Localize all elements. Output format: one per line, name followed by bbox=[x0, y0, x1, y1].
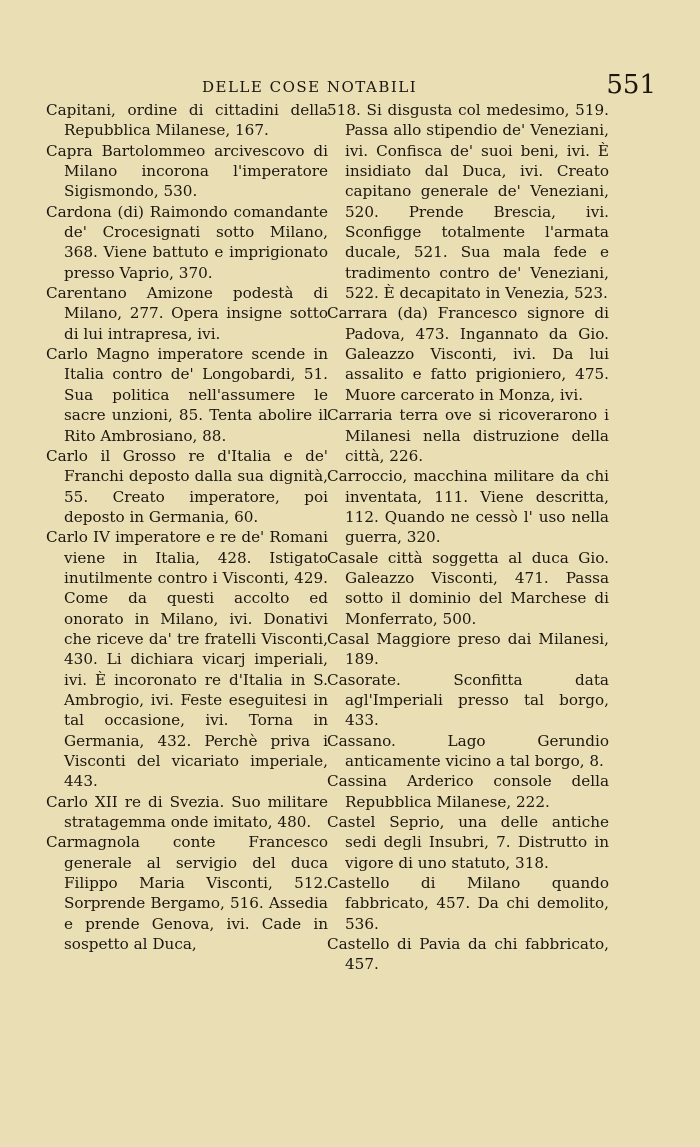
index-entry: Carlo il Grosso re d'Italia e de' Franchi deposto dalla sua dignità, 55. Creato imperatore, poi deposto in Germania, 60. bbox=[46, 446, 328, 526]
index-entry: Capitani, ordine di cittadini della Repubblica Milanese, 167. bbox=[46, 101, 328, 140]
index-entry: Capra Bartolommeo arcivescovo di Milano incorona l'imperatore Sigismondo, 530. bbox=[46, 141, 328, 201]
index-entry: Casale città soggetta al duca Gio. Galeazzo Visconti, 471. Passa sotto il dominio del Marchese di Monferrato, 500. bbox=[327, 548, 609, 628]
index-entry: Cassano. Lago Gerundio anticamente vicino a tal borgo, 8. bbox=[327, 731, 609, 770]
running-head: DELLE COSE NOTABILI bbox=[202, 78, 418, 96]
right-column bbox=[327, 100, 609, 975]
page-number: 551 bbox=[606, 70, 656, 100]
index-entry: Castello di Pavia da chi fabbricato, 457. bbox=[327, 935, 609, 974]
index-entry: Carrara (da) Francesco signore di Padova, 473. Ingannato da Gio. Galeazzo Visconti, ivi. Da lui assalito e fatto prigioniero, 475. Muore carcerato in Monza, ivi. bbox=[327, 304, 609, 404]
index-entry: Castello di Milano quando fabbricato, 457. Da chi demolito, 536. bbox=[327, 874, 609, 933]
index-entry: Carmagnola conte Francesco generale al servigio del duca Filippo Maria Visconti, 512. Sorprende Bergamo, 516. Assedia e prende Genova, ivi. Cade in sospetto al Duca, bbox=[46, 833, 328, 954]
index-entry-continued: 518. Si disgusta col medesimo, 519. Passa allo stipendio de' Veneziani, ivi. Confisca de' suoi beni, ivi. È insidiato dal Duca, ivi. Creato capitano generale de' Veneziani, 520. Prende Brescia, ivi. Sconfigge totalmente l'armata ducale, 521. Sua mala fede e tradimento contro de' Veneziani, 522. È decapitato in Venezia, 523. bbox=[327, 101, 609, 303]
index-entry: Carroccio, macchina militare da chi inventata, 111. Viene descritta, 112. Quando ne cessò l' uso nella guerra, 320. bbox=[327, 467, 609, 547]
index-entry: Carraria terra ove si ricoverarono i Milanesi nella distruzione della città, 226. bbox=[327, 406, 609, 465]
index-entry: Castel Seprio, una delle antiche sedi degli Insubri, 7. Distrutto in vigore di uno statuto, 318. bbox=[327, 813, 609, 872]
index-entry: Casorate. Sconfitta data agl'Imperiali presso tal borgo, 433. bbox=[327, 670, 609, 730]
index-entry: Casal Maggiore preso dai Milanesi, 189. bbox=[327, 629, 609, 669]
index-entry: Cassina Arderico console della Repubblica Milanese, 222. bbox=[327, 772, 609, 811]
index-entry: Cardona (di) Raimondo comandante de' Crocesignati sotto Milano, 368. Viene battuto e imprigionato presso Vaprio, 370. bbox=[46, 202, 328, 282]
index-entry: Carlo IV imperatore e re de' Romani viene in Italia, 428. Istigato inutilmente contro i Visconti, 429. Come da questi accolto ed onorato in Milano, ivi. Donativi che riceve da' tre fratelli Visconti, 430. Li dichiara vicarj imperiali, ivi. È incoronato re d'Italia in S. Ambrogio, ivi. Feste eseguitesi in tal occasione, ivi. Torna in Germania, 432. Perchè priva i Visconti del vicariato imperiale, 443. bbox=[46, 528, 328, 791]
index-entry: Carentano Amizone podestà di Milano, 277. Opera insigne sotto di lui intrapresa, ivi. bbox=[46, 284, 328, 343]
index-entry: Carlo XII re di Svezia. Suo militare stratagemma onde imitato, 480. bbox=[46, 792, 328, 832]
left-column bbox=[46, 100, 328, 954]
index-entry: Carlo Magno imperatore scende in Italia contro de' Longobardi, 51. Sua politica nell'assumere le sacre unzioni, 85. Tenta abolire il Rito Ambrosiano, 88. bbox=[46, 345, 328, 445]
